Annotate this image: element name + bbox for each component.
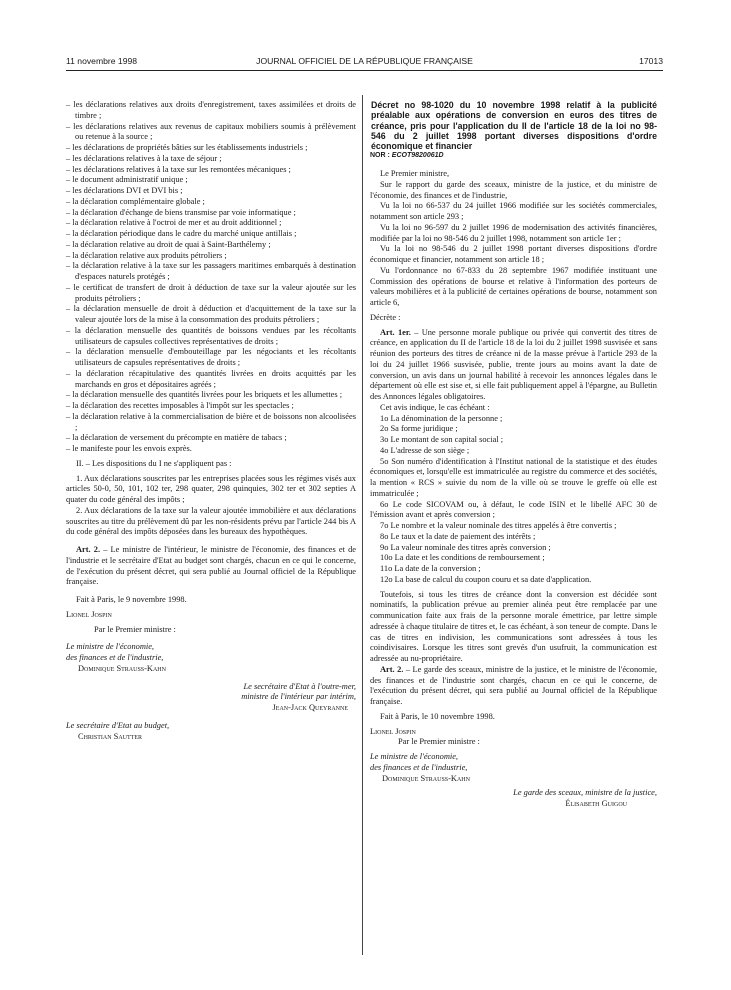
declaration-item: – la déclaration relative au droit de quai à Saint-Barthélemy ; <box>66 239 271 249</box>
avis-item: 9o La valeur nominale des titres après conversion ; <box>380 542 551 552</box>
minister-title-1-right: Le ministre de l'économie, <box>370 752 459 762</box>
header-date: 11 novembre 1998 <box>66 56 138 66</box>
sec-budget-title: Le secrétaire d'Etat au budget, <box>66 720 170 730</box>
avis-item: 11o La date de la conversion ; <box>380 564 481 574</box>
visa-item: Vu la loi no 66-537 du 24 juillet 1966 modifiée sur les sociétés commerciales, notamment son article 293 ; <box>370 201 657 222</box>
toutefois-paragraph: Toutefois, si tous les titres de créance dont la conversion est décidée sont nominatifs, la publication prévue au premier alinéa peut être remplacée par une communication faite aux frais de la personne morale émettrice, par lettre simple adressée à chaque titulaire de titres et, le cas échéant, à son teneur de compte. Dans le cas de titres en indivision, les communications sont adressées à tous les coindivisaires. Lorsque les titres sont grevés d'un usufruit, la communication est adressée au nu-propriétaire. <box>370 589 657 664</box>
journal-title: JOURNAL OFFICIEL DE LA RÉPUBLIQUE FRANÇAISE <box>256 56 473 66</box>
minister-title-1: Le ministre de l'économie, <box>66 642 155 652</box>
declaration-item: – la déclaration des recettes imposables à l'impôt sur les spectacles ; <box>66 401 294 410</box>
article-2-left <box>66 545 356 588</box>
declaration-item: – la déclaration d'échange de biens transmise par voie informatique ; <box>66 207 296 217</box>
article-2-label: Art. 2. <box>76 545 101 554</box>
declaration-item: – la déclaration relative aux produits pétroliers ; <box>66 250 227 260</box>
section-ii-intro: II. – Les dispositions du I ne s'appliquent pas : <box>76 458 232 468</box>
garde-title: Le garde des sceaux, ministre de la justice, <box>513 788 657 798</box>
article-2-text: – Le ministre de l'intérieur, le ministre de l'économie, des finances et de l'industrie et le secrétaire d'Etat au budget sont chargés, chacun en ce qui le concerne, de l'exécution du présent décret, qui sera publié au Journal officiel de la République française. <box>66 545 356 587</box>
declaration-item: – la déclaration mensuelle des quantités livrées pour les briquets et les allumettes ; <box>66 390 343 400</box>
visa-item: Vu la loi no 96-597 du 2 juillet 1996 de modernisation des activités financières, modifiée par la loi no 98-546 du 2 juillet 1998, notamment son article 1er ; <box>370 222 657 243</box>
right-column <box>370 100 657 810</box>
article-2-right-label: Art. 2. <box>380 664 404 674</box>
declaration-item: – les déclarations de propriétés bâties sur les établissements industriels ; <box>66 143 308 152</box>
declaration-item: – la déclaration complémentaire globale ; <box>66 196 205 206</box>
avis-item: 10o La date et les conditions de remboursement ; <box>380 553 545 563</box>
declaration-item: – les déclarations relatives à la taxe de séjour ; <box>66 153 222 163</box>
section-ii-2: 2. Aux déclarations de la taxe sur la valeur ajoutée immobilière et aux déclarations souscrites au titre du prélèvement dû par les non-résidents prévu par l'article 244 bis A du code général des impôts déposées dans les bureaux des hypothèques. <box>66 505 356 537</box>
signer-left: Lionel Jospin <box>66 609 112 619</box>
minister-name-right: Dominique Strauss-Kahn <box>382 773 470 783</box>
declaration-item: – le document administratif unique ; <box>66 175 188 185</box>
declaration-item: – la déclaration relative à la commercialisation de bière et de boissons non alcoolisées ; <box>66 411 356 432</box>
avis-item: 5o Son numéro d'identification à l'Institut national de la statistique et des études économiques et, lorsqu'elle est immatriculée au registre du commerce et des sociétés, la mention « RCS » suivie du nom de la ville où se trouve le greffe où elle est immatriculée ; <box>370 456 657 498</box>
avis-item: 12o La base de calcul du coupon couru et sa date d'application. <box>380 574 592 584</box>
left-column <box>66 100 356 742</box>
signer-right: Lionel Jospin <box>370 726 416 736</box>
declaration-item: – la déclaration périodique dans le cadre du marché unique antillais ; <box>66 229 297 238</box>
declaration-item: – la déclaration relative à la taxe sur les passagers maritimes embarqués à destination d'espaces naturels protégés ; <box>66 261 356 281</box>
minister-title-2: des finances et de l'industrie, <box>66 653 164 662</box>
visa-item: Sur le rapport du garde des sceaux, ministre de la justice, et du ministre de l'économie, des finances et de l'industrie, <box>370 179 657 200</box>
declaration-item: – la déclaration relative à l'octroi de mer et au droit additionnel ; <box>66 218 282 228</box>
article-1-label: Art. 1er. <box>380 327 411 337</box>
declaration-item: – les déclarations DVI et DVI bis ; <box>66 186 183 195</box>
declaration-item: – la déclaration récapitulative des quantités livrées en droits acquittés par les marchands en gros et dépositaires agréés ; <box>66 368 356 389</box>
nor-value: ECOT9820061D <box>391 152 444 160</box>
sec-om-name: Jean-Jack Queyranne <box>272 703 348 712</box>
fait-left: Fait à Paris, le 9 novembre 1998. <box>76 595 187 604</box>
minister-title-2-right: des finances et de l'industrie, <box>370 762 468 772</box>
declaration-item: – le certificat de transfert de droit à déduction de taxe sur la valeur ajoutée sur les produits pétroliers ; <box>66 282 356 303</box>
fait-right: Fait à Paris, le 10 novembre 1998. <box>380 711 495 721</box>
avis-item: 6o Le code SICOVAM ou, à défaut, le code ISIN et le libellé AFC 30 de l'émission avant et après conversion ; <box>370 499 657 520</box>
garde-name: Élisabeth Guigou <box>565 799 627 809</box>
page-number: 17013 <box>639 56 663 66</box>
avis-item: 7o Le nombre et la valeur nominale des titres appelés à être convertis ; <box>380 521 617 531</box>
avis-intro: Cet avis indique, le cas échéant : <box>380 402 490 412</box>
par-right: Par le Premier ministre : <box>398 737 480 747</box>
visa-item: Vu l'ordonnance no 67-833 du 28 septembre 1967 modifiée instituant une Commission des opérations de bourse et relative à l'information des porteurs de valeurs mobilières et à la publicité de certaines opérations de bourse, notamment son article 6, <box>370 265 657 308</box>
column-divider <box>362 95 363 955</box>
avis-item: 3o Le montant de son capital social ; <box>380 435 504 445</box>
minister-name: Dominique Strauss-Kahn <box>78 663 166 673</box>
decree-title: Décret no 98-1020 du 10 novembre 1998 relatif à la publicité préalable aux opérations de conversion en euros des titres de créance, pris pour l'application du II de l'article 18 de la loi no 98-546 du 2 juillet 1998 portant diverses dispositions d'ordre économique et financier <box>371 100 657 152</box>
avis-item: 2o Sa forme juridique ; <box>380 424 458 434</box>
declaration-item: – le manifeste pour les envois exprès. <box>66 444 192 453</box>
declaration-item: – les déclarations relatives aux droits d'enregistrement, taxes assimilées et droits de timbre ; <box>66 100 356 120</box>
visa-list <box>370 180 657 309</box>
article-2-right-text: – Le garde des sceaux, ministre de la justice, et le ministre de l'économie, des finances et de l'industrie sont chargés, chacun en ce qui le concerne, de l'exécution du présent décret, qui sera publié au Journal officiel de la République française. <box>370 664 657 707</box>
section-ii-1: 1. Aux déclarations souscrites par les entreprises placées sous les régimes visés aux articles 50-0, 50, 101, 102 ter, 298 quater, 298 quinquies, 302 ter et 302 septies A quater du code général des impôts ; <box>66 473 356 504</box>
avis-list <box>370 414 657 586</box>
nor-label: NOR : <box>370 152 390 160</box>
declaration-item: – la déclaration de versement du précompte en matière de tabacs ; <box>66 433 287 443</box>
declaration-item: – la déclaration mensuelle d'embouteillage par les négociants et les récoltants utilisateurs de capsules représentatives de droits ; <box>66 347 356 367</box>
sec-om-title-2: ministre de l'intérieur par intérim, <box>241 692 356 702</box>
declaration-item: – les déclarations relatives aux revenus de capitaux mobiliers soumis à prélèvement ou retenue à la source ; <box>66 121 356 142</box>
page-header <box>66 56 663 68</box>
declaration-item: – les déclarations relatives à la taxe sur les remontées mécaniques ; <box>66 164 291 174</box>
header-rule <box>66 70 663 71</box>
article-1-text: – Une personne morale publique ou privée qui convertit des titres de créance, en application du II de l'article 18 de la loi du 2 juillet 1998 susvisée et sans réunion des porteurs des titres de créance ni de la masse prévue à l'article 293 de la loi du 24 juillet 1966 susvisée, publie, trente jours au moins avant la date de conversion, un avis dans un journal habilité à recevoir les annonces légales dans le département où elle est sise et, si elle fait publiquement appel à l'épargne, au Bulletin des Annonces légales obligatoires. <box>370 327 657 402</box>
avis-item: 1o La dénomination de la personne ; <box>380 413 503 423</box>
declaration-item: – la déclaration mensuelle de droit à déduction et d'acquittement de la taxe sur la valeur ajoutée lors de la mise à la consommation des produits pétroliers ; <box>66 304 356 324</box>
article-1 <box>370 328 657 403</box>
sec-budget-name: Christian Sautter <box>78 731 142 741</box>
avis-item: 8o Le taux et la date de paiement des intérêts ; <box>380 531 536 541</box>
sec-om-title-1: Le secrétaire d'Etat à l'outre-mer, <box>243 681 356 691</box>
decrete: Décrète : <box>370 312 401 322</box>
par-left: Par le Premier ministre : <box>94 624 176 634</box>
declaration-list <box>66 100 356 455</box>
premier-ministre: Le Premier ministre, <box>380 169 450 179</box>
declaration-item: – la déclaration mensuelle des quantités de boissons vendues par les récoltants utilisateurs de capsules collectives représentatives de droits ; <box>66 325 356 346</box>
article-2-right <box>370 665 657 708</box>
nor-reference <box>370 151 657 162</box>
visa-item: Vu la loi no 98-546 du 2 juillet 1998 portant diverses dispositions d'ordre économique et financier, notamment son article 18 ; <box>370 244 657 265</box>
avis-item: 4o L'adresse de son siège ; <box>380 445 470 455</box>
